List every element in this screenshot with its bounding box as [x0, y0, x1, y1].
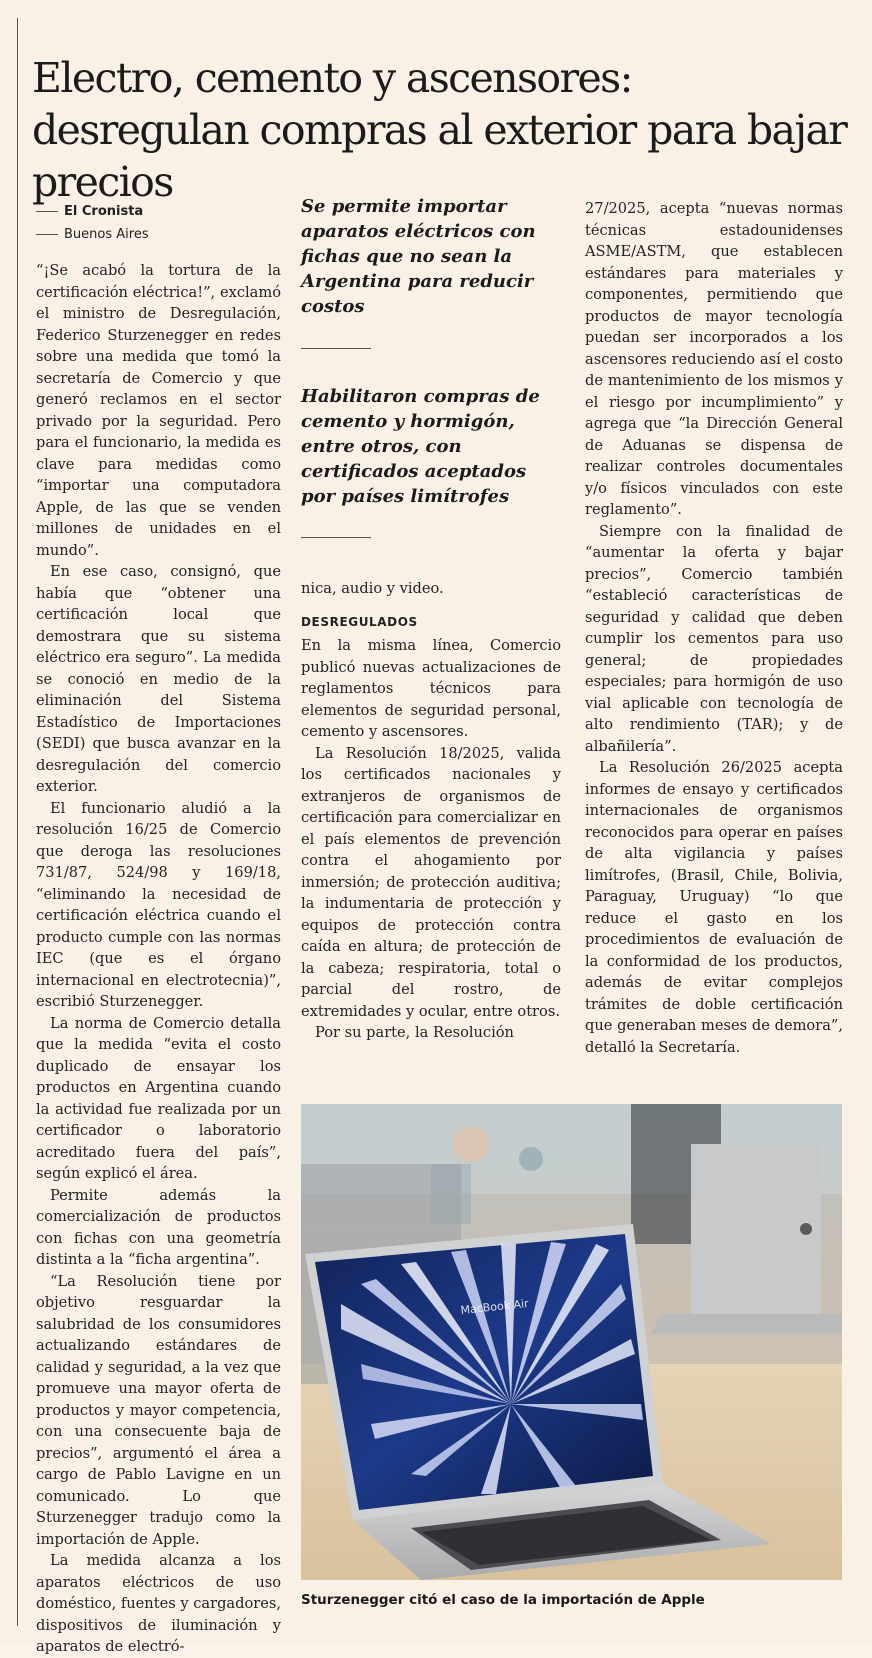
photo-caption: Sturzenegger citó el caso de la importación de Apple: [301, 1592, 705, 1608]
laptop-photo: [301, 1104, 842, 1580]
column-rule: [17, 18, 18, 1626]
paragraph: Siempre con la finalidad de “aumentar la oferta y bajar precios”, Comercio también “estableció características de seguridad y calidad que deben cumplir los cementos para uso general; de propiedades especiales; para hormigón de uso vial aplicable con tecnología de alto rendimiento (TAR); y de albañilería”.: [585, 522, 843, 755]
article-column-1: [36, 260, 281, 1658]
paragraph: “La Resolución tiene por objetivo resguardar la salubridad de los consumidores actualizando estándares de calidad y seguridad, a la vez que promueve una mayor oferta de productos y mayor competencia, con una consecuente baja de precios”, argumentó el área a cargo de Pablo Lavigne en un comunicado. Lo que Sturzenegger tradujo como la importación de Apple.: [36, 1272, 281, 1548]
divider: [301, 537, 371, 538]
section-heading: DESREGULADOS: [301, 614, 418, 629]
article-column-2: [301, 578, 561, 1044]
paragraph: En la misma línea, Comercio publicó nuevas actualizaciones de reglamentos técnicos para elementos de seguridad personal, cemento y ascensores.: [301, 637, 561, 740]
pullquote: Se permite importar aparatos eléctricos con fichas que no sean la Argentina para reducir costos: [301, 196, 536, 317]
paragraph: La Resolución 18/2025, valida los certificados nacionales y extranjeros de organismos de certificación para comercializar en el país elementos de prevención contra el ahogamiento por inmersión; de protección auditiva; la indumentaria de protección y equipos de protección contra caída en altura; de protección de la cabeza; respiratoria, total o parcial del rostro, de extremidades y ocular, entre otros.: [301, 744, 561, 1020]
paragraph: La medida alcanza a los aparatos eléctricos de uso doméstico, fuentes y cargadores, dispositivos de iluminación y aparatos de electró-: [36, 1552, 281, 1655]
byline-source: El Cronista: [64, 204, 144, 219]
screen-text: MacBook Air: [459, 1296, 530, 1317]
byline-location: Buenos Aires: [64, 227, 149, 242]
paragraph: En ese caso, consignó, que había que “obtener una certificación local que demostrara que su sistema eléctrico era seguro”. La medida se conoció en medio de la eliminación del Sistema Estadístico de Importaciones (SEDI) que busca avanzar en la desregulación del comercio exterior.: [36, 563, 281, 795]
paragraph: La norma de Comercio detalla que la medida “evita el costo duplicado de ensayar los productos en Argentina cuando la actividad fue realizada por un certificador o laboratorio acreditado fuera del país”, según explicó el área.: [36, 1014, 281, 1182]
paragraph: Por su parte, la Resolución: [315, 1024, 514, 1041]
byline: [36, 200, 276, 246]
paragraph: “¡Se acabó la tortura de la certificación eléctrica!”, exclamó el ministro de Desregulación, Federico Sturzenegger en redes sobre una medida que tomó la secretaría de Comercio y que generó reclamos en el sector privado por la seguridad. Pero para el funcionario, la medida es clave para medidas como “importar una computadora Apple, de las que se venden millones de unidades en el mundo”.: [36, 262, 281, 559]
article-photo: [301, 1104, 842, 1580]
pullquote: Habilitaron compras de cemento y hormigón, entre otros, con certificados aceptados por países limítrofes: [301, 386, 540, 507]
paragraph: 27/2025, acepta “nuevas normas técnicas estadounidenses ASME/ASTM, que establecen estándares para materiales y componentes, permitiendo que productos de mayor tecnología puedan ser incorporados a los ascensores reduciendo así el costo de mantenimiento de los mismos y el riesgo por incumplimiento” y agrega que “la Dirección General de Aduanas se dispensa de realizar controles documentales y/o físicos vinculados con este reglamento”.: [585, 200, 843, 518]
paragraph: nica, audio y video.: [301, 580, 444, 597]
headline: Electro, cemento y ascensores: desregulan compras al exterior para bajar precios: [32, 54, 847, 206]
article-column-3: [585, 198, 843, 1058]
paragraph: La Resolución 26/2025 acepta informes de ensayo y certificados internacionales de organismos reconocidos para operar en países de alta vigilancia y países limítrofes, (Brasil, Chile, Bolivia, Paraguay, Uruguay) “lo que reduce el gasto en los procedimientos de evaluación de la conformidad de los productos, además de evitar complejos trámites de doble certificación que generaban meses de demora”, detalló la Secretaría.: [585, 759, 843, 1056]
paragraph: El funcionario aludió a la resolución 16/25 de Comercio que deroga las resoluciones 731/87, 524/98 y 169/18, “eliminando la necesidad de certificación eléctrica cuando el producto cumple con las normas IEC (que es el órgano internacional en electrotecnia)”, escribió Sturzenegger.: [36, 799, 281, 1010]
divider: [301, 348, 371, 349]
paragraph: Permite además la comercialización de productos con fichas con una geometría distinta a la “ficha argentina”.: [36, 1186, 281, 1268]
